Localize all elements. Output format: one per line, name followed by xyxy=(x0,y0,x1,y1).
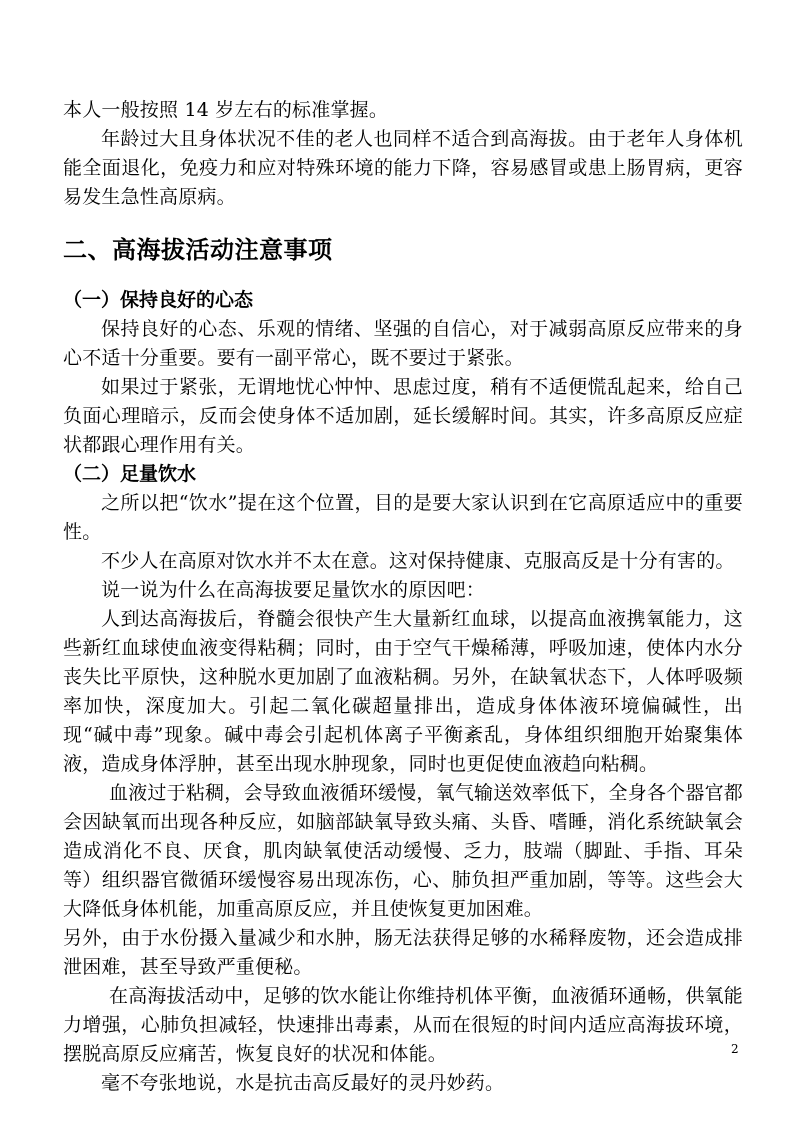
page-content xyxy=(63,96,743,1098)
section-title: 二、高海拔活动注意事项 xyxy=(63,235,333,264)
paragraph: 之所以把“饮水”提在这个位置，目的是要大家认识到在它高原适应中的重要性。 xyxy=(63,492,743,543)
paragraph: 说一说为什么在高海拔要足量饮水的原因吧： xyxy=(101,579,486,601)
subsection-title: （一）保持良好的心态 xyxy=(63,289,254,311)
paragraph: 在高海拔活动中，足够的饮水能让你维持机体平衡，血液循环通畅，供氧能力增强，心肺负担减轻，快速排出毒素，从而在很短的时间内适应高海拔环境，摆脱高原反应痛苦，恢复良好的状况和体能。 xyxy=(63,985,743,1065)
paragraph: 毫不夸张地说，水是抗击高反最好的灵丹妙药。 xyxy=(101,1072,505,1094)
paragraph: 另外，由于水份摄入量减少和水肿，肠无法获得足够的水稀释废物，还会造成排泄困难，甚至导致严重便秘。 xyxy=(63,927,743,978)
paragraph: 年龄过大且身体状况不佳的老人也同样不适合到高海拔。由于老年人身体机能全面退化，免疫力和应对特殊环境的能力下降，容易感冒或患上肠胃病，更容易发生急性高原病。 xyxy=(63,128,743,208)
paragraph: 人到达高海拔后，脊髓会很快产生大量新红血球，以提高血液携氧能力，这些新红血球使血液变得粘稠；同时，由于空气干燥稀薄，呼吸加速，使体内水分丧失比平原快，这种脱水更加剧了血液粘稠。另外，在缺氧状态下，人体呼吸频率加快，深度加大。引起二氧化碳超量排出，造成身体体液环境偏碱性，出现“碱中毒”现象。碱中毒会引起机体离子平衡紊乱，身体组织细胞开始聚集体液，造成身体浮肿，甚至出现水肿现象，同时也更促使血液趋向粘稠。 xyxy=(63,608,743,775)
paragraph: 不少人在高原对饮水并不太在意。这对保持健康、克服高反是十分有害的。 xyxy=(101,550,735,572)
paragraph: 如果过于紧张，无谓地忧心忡忡、思虑过度，稍有不适便慌乱起来，给自己负面心理暗示，反而会使身体不适加剧，延长缓解时间。其实，许多高原反应症状都跟心理作用有关。 xyxy=(63,376,743,456)
page-number: 2 xyxy=(731,1042,739,1056)
subsection-title: （二）足量饮水 xyxy=(63,463,197,485)
paragraph: 本人一般按照 14 岁左右的标准掌握。 xyxy=(63,99,389,121)
paragraph: 保持良好的心态、乐观的情绪、坚强的自信心，对于减弱高原反应带来的身心不适十分重要。要有一副平常心，既不要过于紧张。 xyxy=(63,318,743,369)
paragraph: 血液过于粘稠，会导致血液循环缓慢，氧气输送效率低下，全身各个器官都会因缺氧而出现各种反应，如脑部缺氧导致头痛、头昏、嗜睡，消化系统缺氧会造成消化不良、厌食，肌肉缺氧使活动缓慢、乏力，肢端（脚趾、手指、耳朵等）组织器官微循环缓慢容易出现冻伤，心、肺负担严重加剧，等等。这些会大大降低身体机能，加重高原反应，并且使恢复更加困难。 xyxy=(63,782,743,920)
